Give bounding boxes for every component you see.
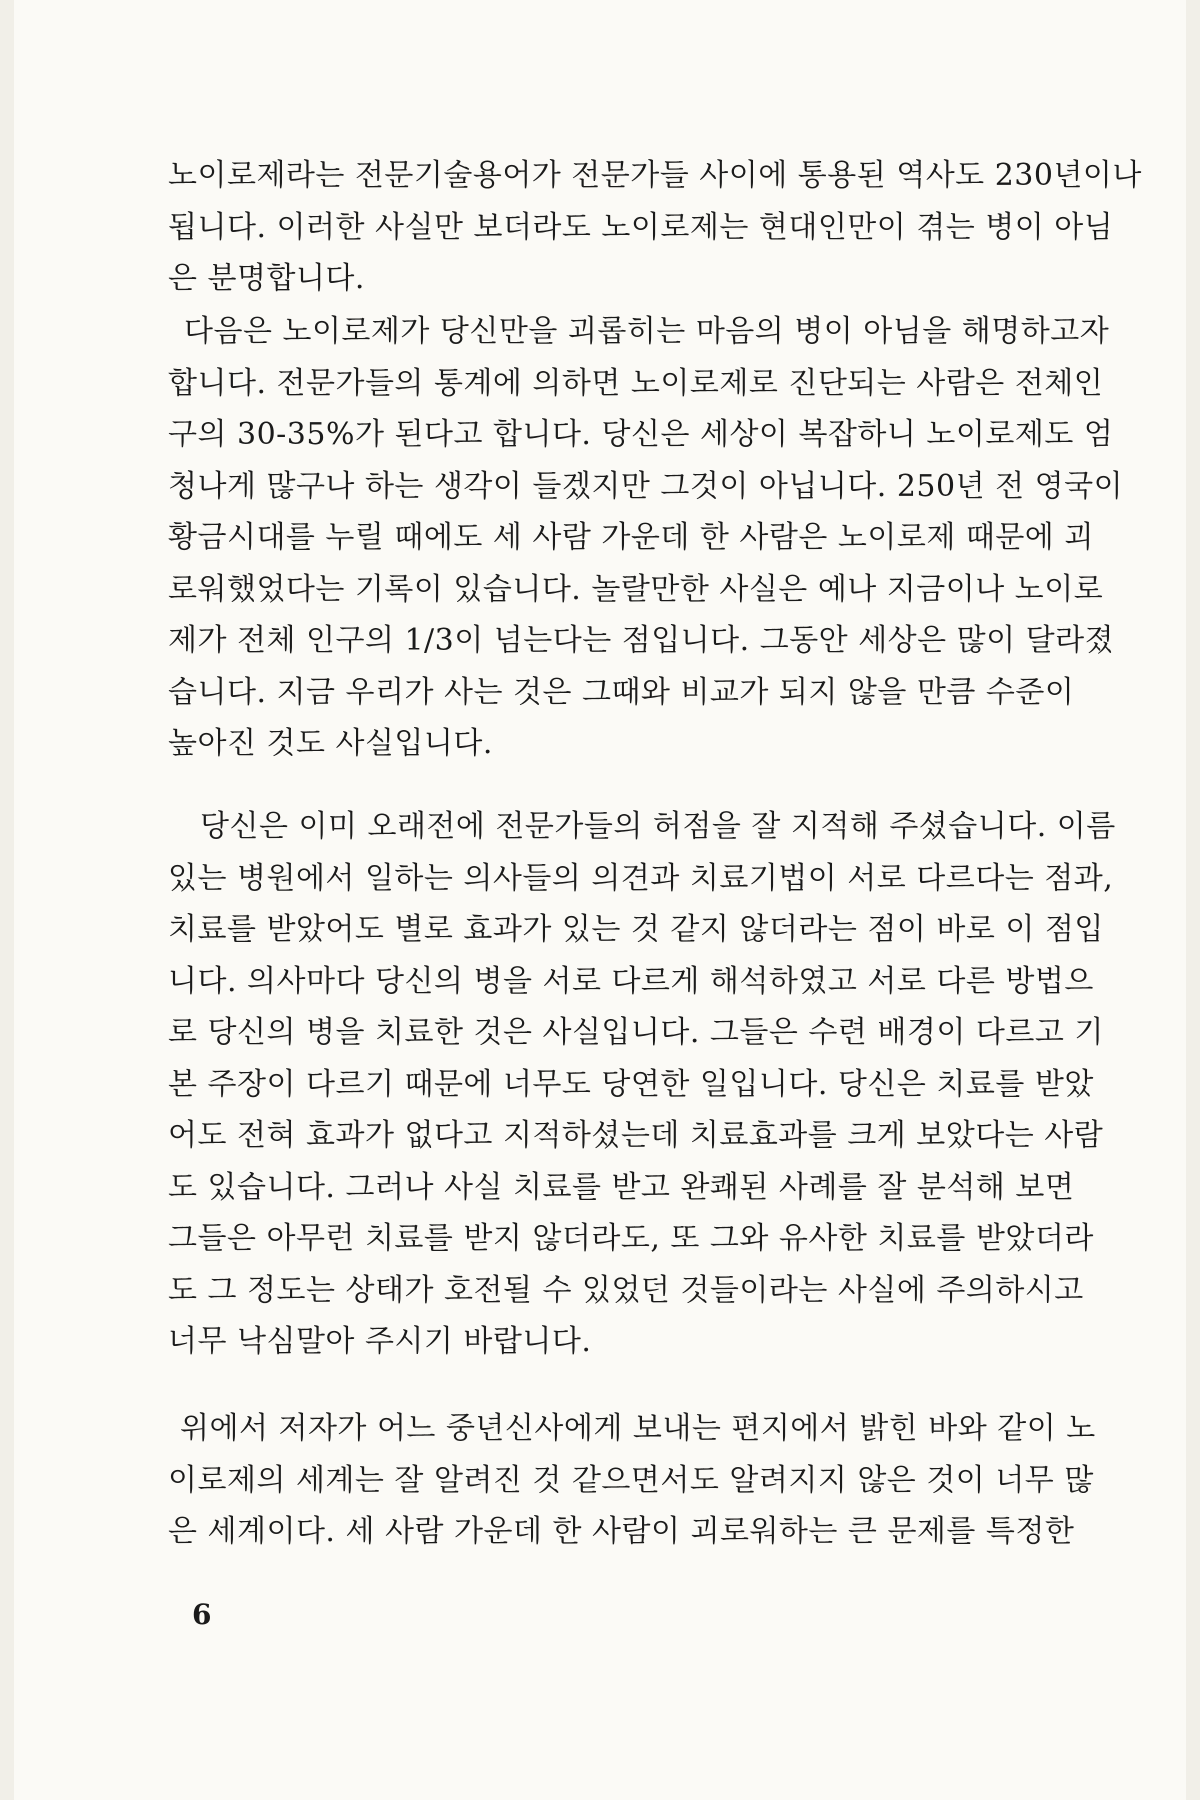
text-line: 본 주장이 다르기 때문에 너무도 당연한 일입니다. 당신은 치료를 받았 xyxy=(168,1066,1094,1102)
paragraph-2 xyxy=(168,306,1124,770)
text-line: 로워했었다는 기록이 있습니다. 놀랄만한 사실은 예나 지금이나 노이로 xyxy=(168,571,1104,607)
text-line: 그들은 아무런 치료를 받지 않더라도, 또 그와 유사한 치료를 받았더라 xyxy=(168,1221,1094,1256)
text-line: 구의 30-35%가 된다고 합니다. 당신은 세상이 복잡하니 노이로제도 엄 xyxy=(168,417,1114,452)
page-number: 6 xyxy=(192,1598,212,1631)
text-line: 이로제의 세계는 잘 알려진 것 같으면서도 알려지지 않은 것이 너무 많 xyxy=(168,1462,1094,1498)
text-line: 합니다. 전문가들의 통계에 의하면 노이로제로 진단되는 사람은 전체인 xyxy=(168,365,1104,401)
text-line: 다음은 노이로제가 당신만을 괴롭히는 마음의 병이 아님을 해명하고자 xyxy=(184,314,1110,349)
paragraph-3 xyxy=(168,801,1116,1368)
text-line: 치료를 받았어도 별로 효과가 있는 것 같지 않더라는 점이 바로 이 점입 xyxy=(168,912,1104,947)
text-line: 높아진 것도 사실입니다. xyxy=(168,726,493,761)
text-line: 도 그 정도는 상태가 호전될 수 있었던 것들이라는 사실에 주의하시고 xyxy=(168,1272,1084,1308)
text-line: 노이로제라는 전문기술용어가 전문가들 사이에 통용된 역사도 230년이나 xyxy=(168,158,1142,193)
text-line: 있는 병원에서 일하는 의사들의 의견과 치료기법이 서로 다르다는 점과, xyxy=(168,860,1114,896)
text-line: 위에서 저자가 어느 중년신사에게 보내는 편지에서 밝힌 바와 같이 노 xyxy=(180,1411,1096,1446)
text-line: 은 세계이다. 세 사람 가운데 한 사람이 괴로워하는 큰 문제를 특정한 xyxy=(168,1514,1075,1549)
text-line: 됩니다. 이러한 사실만 보더라도 노이로제는 현대인만이 겪는 병이 아님 xyxy=(168,209,1114,245)
text-line: 청나게 많구나 하는 생각이 들겠지만 그것이 아닙니다. 250년 전 영국이 xyxy=(168,468,1124,504)
text-line: 제가 전체 인구의 1/3이 넘는다는 점입니다. 그동안 세상은 많이 달라졌 xyxy=(168,623,1115,658)
text-line: 은 분명합니다. xyxy=(168,261,365,296)
text-line: 당신은 이미 오래전에 전문가들의 허점을 잘 지적해 주셨습니다. 이름 xyxy=(200,809,1116,844)
text-line: 로 당신의 병을 치료한 것은 사실입니다. 그들은 수련 배경이 다르고 기 xyxy=(168,1015,1104,1050)
text-line: 도 있습니다. 그러나 사실 치료를 받고 완쾌된 사례를 잘 분석해 보면 xyxy=(168,1169,1075,1205)
text-line: 니다. 의사마다 당신의 병을 서로 다르게 해석하였고 서로 다른 방법으 xyxy=(168,963,1094,999)
paragraph-4 xyxy=(168,1403,1096,1558)
text-line: 너무 낙심말아 주시기 바랍니다. xyxy=(168,1324,592,1359)
paragraph-1 xyxy=(168,150,1142,305)
text-line: 황금시대를 누릴 때에도 세 사람 가운데 한 사람은 노이로제 때문에 괴 xyxy=(168,520,1094,555)
text-line: 어도 전혀 효과가 없다고 지적하셨는데 치료효과를 크게 보았다는 사람 xyxy=(168,1118,1104,1153)
text-line: 습니다. 지금 우리가 사는 것은 그때와 비교가 되지 않을 만큼 수준이 xyxy=(168,674,1075,710)
